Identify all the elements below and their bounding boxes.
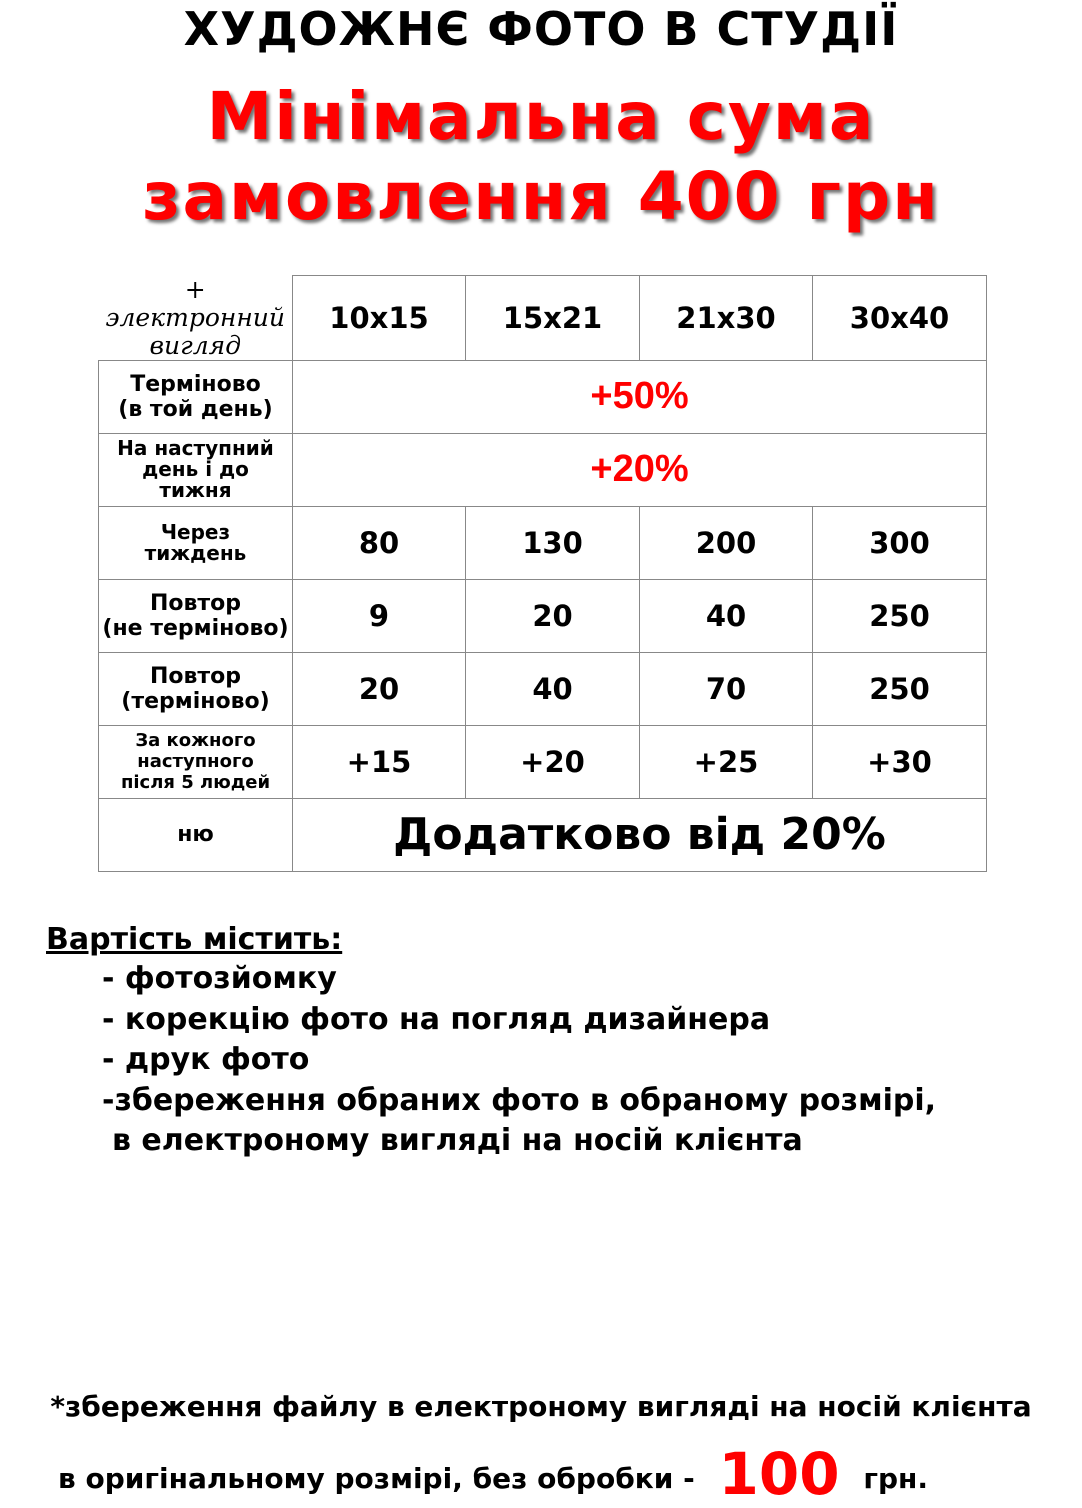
price-cell: 250 <box>813 652 987 725</box>
table-row <box>99 433 987 506</box>
includes-item: - корекцію фото на погляд дизайнера <box>102 1001 771 1037</box>
price-cell: 40 <box>466 652 640 725</box>
table-row <box>99 579 987 652</box>
size-header: 10x15 <box>293 276 466 361</box>
price-cell: 80 <box>293 506 466 579</box>
table-header-row <box>99 276 987 361</box>
next-day-surcharge: +20% <box>293 433 987 506</box>
includes-item: - друк фото <box>102 1042 310 1077</box>
price-cell: 300 <box>813 506 987 579</box>
price-cell: 20 <box>466 579 640 652</box>
footnote-line-2 <box>58 1440 928 1508</box>
price-table <box>98 275 987 872</box>
size-header: 15x21 <box>466 276 640 361</box>
price-cell: +20 <box>466 725 640 798</box>
row-label-week: Через тиждень <box>99 506 293 579</box>
nude-surcharge: Додатково від 20% <box>293 798 987 871</box>
includes-section <box>46 922 936 1162</box>
footnote-currency: грн. <box>863 1462 928 1495</box>
price-cell: 250 <box>813 579 987 652</box>
row-label-urgent: Терміново (в той день) <box>99 360 293 433</box>
price-cell: 20 <box>293 652 466 725</box>
includes-item: в електроному вигляді на носій клієнта <box>112 1123 803 1158</box>
size-header: 21x30 <box>640 276 813 361</box>
table-row <box>99 506 987 579</box>
table-row <box>99 652 987 725</box>
size-header: 30x40 <box>813 276 987 361</box>
price-cell: 130 <box>466 506 640 579</box>
row-label-extra-person: За кожного наступного після 5 людей <box>99 725 293 798</box>
footnote-line-1: *збереження файлу в електроному вигляді на носій клієнта <box>50 1390 1032 1423</box>
includes-item: -збереження обраних фото в обраному розмірі, <box>102 1082 937 1118</box>
row-label-nude: ню <box>99 798 293 871</box>
price-cell: 40 <box>640 579 813 652</box>
headline-line-1: Мінімальна сума <box>206 78 876 155</box>
footnote-prefix: в оригінальному розмірі, без обробки - <box>58 1462 695 1495</box>
row-label-repeat-normal: Повтор (не терміново) <box>99 579 293 652</box>
price-cell: +15 <box>293 725 466 798</box>
row-label-repeat-urgent: Повтор (терміново) <box>99 652 293 725</box>
price-cell: +30 <box>813 725 987 798</box>
urgent-surcharge: +50% <box>293 360 987 433</box>
electronic-view-label: + электронний вигляд <box>99 276 293 361</box>
footnote-amount: 100 <box>718 1440 840 1508</box>
price-cell: 200 <box>640 506 813 579</box>
table-row <box>99 798 987 871</box>
headline-line-2: замовлення 400 грн <box>142 158 940 235</box>
price-cell: 9 <box>293 579 466 652</box>
page-title: ХУДОЖНЄ ФОТО В СТУДІЇ <box>183 2 899 56</box>
includes-item: - фотозйомку <box>102 961 337 996</box>
price-cell: +25 <box>640 725 813 798</box>
row-label-next-day: На наступний день і до тижня <box>99 433 293 506</box>
includes-title: Вартість містить: <box>46 922 343 957</box>
table-row <box>99 725 987 798</box>
table-row <box>99 360 987 433</box>
price-cell: 70 <box>640 652 813 725</box>
